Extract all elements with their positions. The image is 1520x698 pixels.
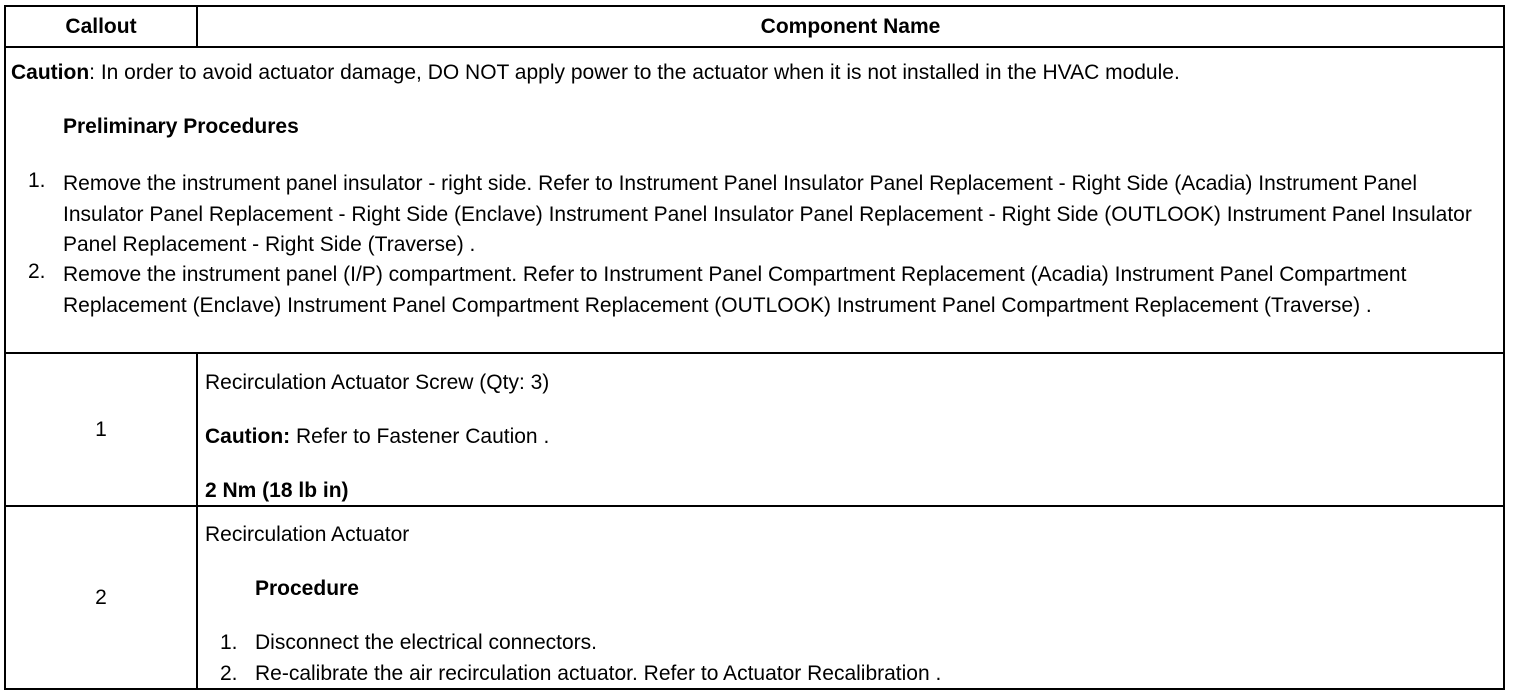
table-header	[6, 7, 1503, 48]
step-text: Remove the instrument panel insulator - right side. Refer to Instrument Panel Insulator Panel Replacement - Right Side (Acadia) Instrument Panel Insulator Panel Replacement - Right Side (Enclave) Instrument Panel Insulator Panel Replacement - Right Side (OUTLOOK) Instrument Panel Insulator Panel Replacement - Right Side (Traverse) .	[63, 172, 1472, 256]
caution-text: : In order to avoid actuator damage, DO NOT apply power to the actuator when it is not installed in the HVAC module.	[89, 61, 1180, 84]
caution-text: Refer to Fastener Caution .	[290, 425, 550, 448]
preliminary-section	[6, 48, 1503, 354]
caution-notice	[11, 61, 1180, 85]
step-text: Disconnect the electrical connectors.	[255, 631, 597, 654]
callout-number: 1	[6, 354, 198, 505]
step-text: Re-calibrate the air recirculation actuator. Refer to Actuator Recalibration .	[255, 662, 942, 685]
step-text: Remove the instrument panel (I/P) compartment. Refer to Instrument Panel Compartment Replacement (Acadia) Instrument Panel Compartment Replacement (Enclave) Instrument Panel Compartment Replacement (OUTLOOK) Instrument Panel Compartment Replacement (Traverse) .	[63, 263, 1407, 317]
header-component-name: Component Name	[760, 14, 941, 38]
step-number: 2.	[28, 260, 46, 283]
list-item	[220, 631, 597, 655]
caution-label: Caution	[11, 61, 90, 84]
step-number: 1.	[28, 169, 46, 192]
table-row	[6, 507, 1503, 688]
component-cell	[198, 507, 1503, 688]
caution-notice	[205, 425, 549, 449]
callout-number: 2	[6, 507, 198, 688]
component-table	[4, 5, 1505, 690]
step-number: 2.	[220, 662, 238, 685]
component-name: Recirculation Actuator Screw (Qty: 3)	[205, 371, 550, 394]
procedure-title: Procedure	[255, 577, 359, 600]
component-cell	[198, 354, 1503, 505]
table-row	[6, 354, 1503, 507]
preliminary-procedures-title: Preliminary Procedures	[63, 115, 299, 138]
caution-label: Caution:	[205, 425, 291, 448]
torque-spec: 2 Nm (18 lb in)	[205, 479, 349, 502]
header-callout: Callout	[6, 7, 198, 46]
step-number: 1.	[220, 631, 238, 654]
component-name: Recirculation Actuator	[205, 523, 410, 546]
list-item	[220, 662, 942, 686]
